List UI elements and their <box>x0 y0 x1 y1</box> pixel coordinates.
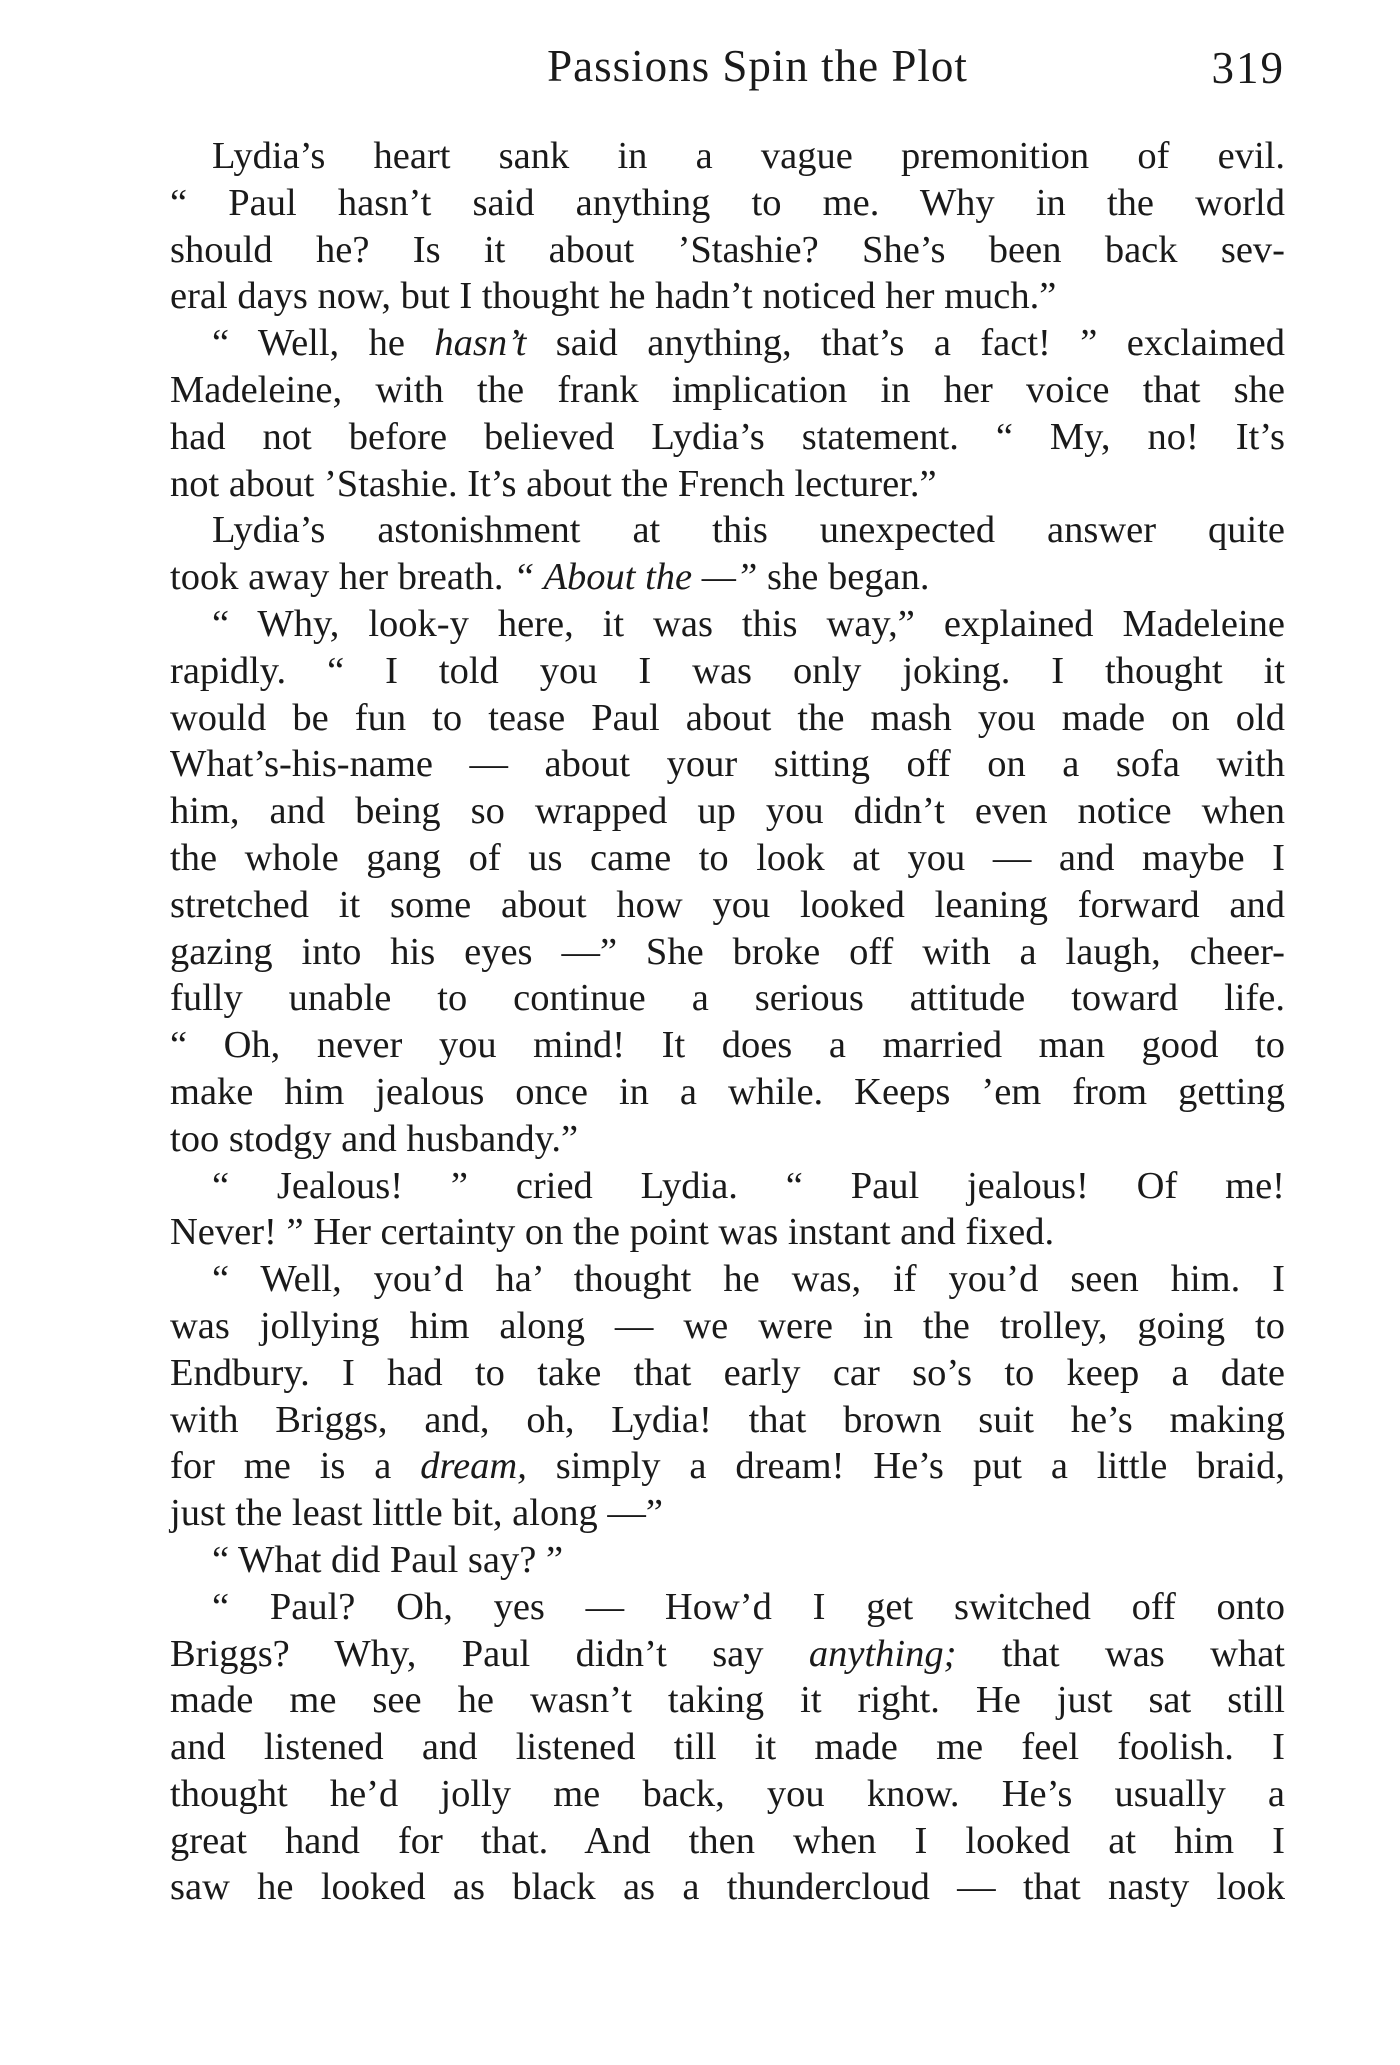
text-line: had not before believed Lydia’s statement. “ My, no! It’s <box>170 415 1285 458</box>
text-line: thought he’d jolly me back, you know. He’s usually a <box>170 1772 1285 1815</box>
text-line: “ Oh, never you mind! It does a married man good to <box>170 1024 1285 1067</box>
text-line: “ Paul? Oh, yes — How’d I get switched off onto <box>212 1585 1285 1628</box>
page-header <box>170 40 1285 110</box>
text-line: him, and being so wrapped up you didn’t even notice when <box>170 790 1285 833</box>
text-line: with Briggs, and, oh, Lydia! that brown suit he’s making <box>170 1398 1285 1441</box>
text-line: was jollying him along — we were in the trolley, going to <box>170 1304 1285 1347</box>
text-line: saw he looked as black as a thundercloud — that nasty look <box>170 1866 1285 1909</box>
text-line: made me see he wasn’t taking it right. He just sat still <box>170 1679 1285 1722</box>
page-number: 319 <box>1211 43 1285 93</box>
text-line: gazing into his eyes —” She broke off with a laugh, cheer- <box>170 930 1285 973</box>
text-line: Madeleine, with the frank implication in her voice that she <box>170 368 1285 411</box>
text-line: not about ’Stashie. It’s about the French lecturer.” <box>170 462 937 505</box>
text-line: “ Why, look-y here, it was this way,” explained Madeleine <box>212 602 1285 645</box>
text-line: Briggs? Why, Paul didn’t say anything; that was what <box>170 1632 1285 1675</box>
text-line: the whole gang of us came to look at you — and maybe I <box>170 836 1285 879</box>
text-line: for me is a dream, simply a dream! He’s put a little braid, <box>170 1445 1285 1488</box>
body-text <box>170 133 1285 1911</box>
text-line: rapidly. “ I told you I was only joking. I thought it <box>170 649 1285 692</box>
text-line: took away her breath. “ About the —” she began. <box>170 556 930 599</box>
text-line: just the least little bit, along —” <box>170 1492 663 1535</box>
text-line: fully unable to continue a serious attitude toward life. <box>170 977 1285 1020</box>
text-line: “ Paul hasn’t said anything to me. Why in the world <box>170 181 1285 224</box>
text-line: would be fun to tease Paul about the mash you made on old <box>170 696 1285 739</box>
text-line: “ Well, he hasn’t said anything, that’s a fact! ” exclaimed <box>212 322 1286 365</box>
text-line: and listened and listened till it made me feel foolish. I <box>170 1726 1285 1769</box>
text-line: make him jealous once in a while. Keeps ’em from getting <box>170 1070 1285 1113</box>
text-line: Never! ” Her certainty on the point was instant and fixed. <box>170 1211 1055 1254</box>
text-line: Endbury. I had to take that early car so’s to keep a date <box>170 1351 1285 1394</box>
text-line: stretched it some about how you looked leaning forward and <box>170 883 1285 926</box>
text-line: Lydia’s astonishment at this unexpected answer quite <box>212 509 1285 552</box>
text-line: great hand for that. And then when I looked at him I <box>170 1819 1285 1862</box>
text-line: eral days now, but I thought he hadn’t noticed her much.” <box>170 275 1057 318</box>
text-line: “ What did Paul say? ” <box>212 1538 564 1581</box>
text-line: “ Well, you’d ha’ thought he was, if you’d seen him. I <box>212 1258 1285 1301</box>
text-line: Lydia’s heart sank in a vague premonition of evil. <box>212 135 1285 177</box>
text-line: should he? Is it about ’Stashie? She’s been back sev- <box>170 228 1285 271</box>
text-line: too stodgy and husbandy.” <box>170 1117 579 1160</box>
text-line: What’s-his-name — about your sitting off on a sofa with <box>170 743 1285 786</box>
running-title: Passions Spin the Plot <box>547 41 968 91</box>
text-line: “ Jealous! ” cried Lydia. “ Paul jealous! Of me! <box>212 1164 1285 1207</box>
